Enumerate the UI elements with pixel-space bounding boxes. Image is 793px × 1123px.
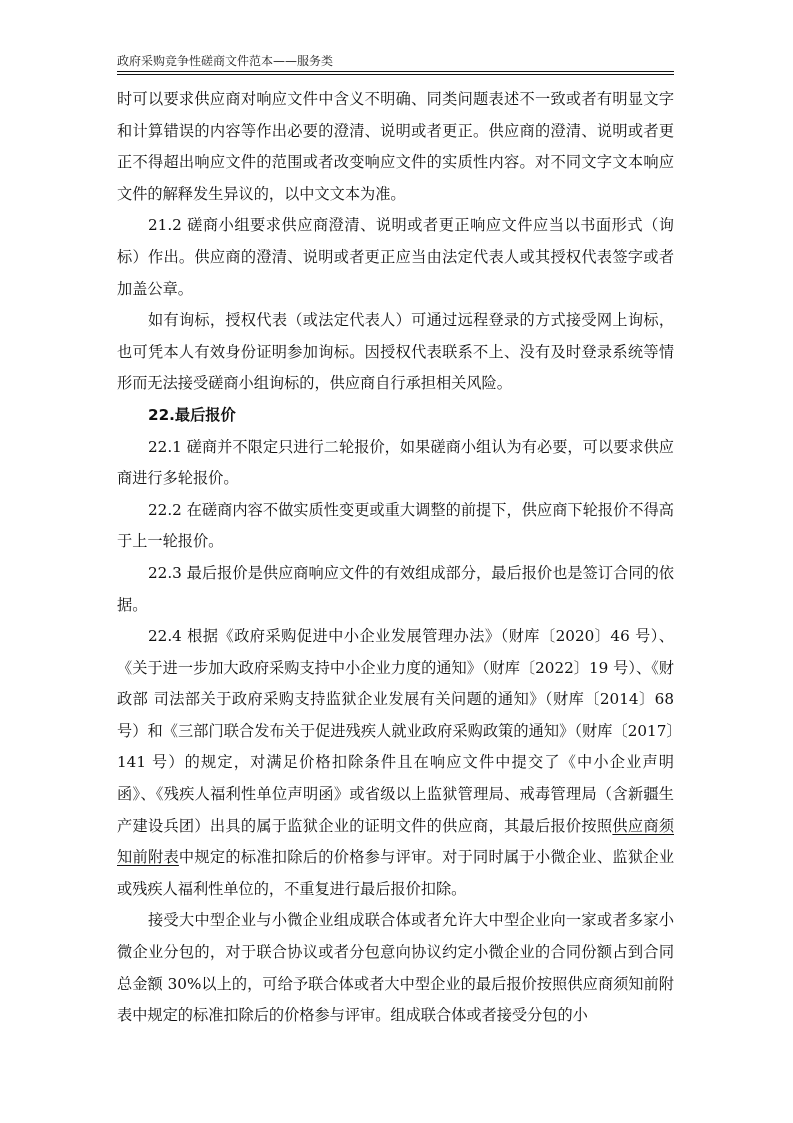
section-heading-22: 22.最后报价 [148,405,236,424]
paragraph-22-4-text-b: 中规定的标准扣除后的价格参与评审。对于同时属于小微企业、监狱企业或残疾人福利性单位的，不重复进行最后报价扣除。 [117,848,675,898]
paragraph-inquiry: 如有询标，授权代表（或法定代表人）可通过远程登录的方式接受网上询标，也可凭本人有效身份证明参加询标。因授权代表联系不上、没有及时登录系统等情形而无法接受磋商小组询标的，供应商自行承担相关风险。 [117,311,674,393]
header-rule-thick [117,71,674,72]
appendix-reference-link[interactable]: 供应商须知前附表 [117,816,675,867]
paragraph-consortium: 接受大中型企业与小微企业组成联合体或者允许大中型企业向一家或者多家小微企业分包的，对于联合协议或者分包意向协议约定小微企业的合同份额占到合同总金额 30%以上的，可给予联合体或者大中型企业的最后报价按照供应商须知前附表中规定的标准扣除后的价格参与评审。组成联合体或者接受分包的小 [117,911,674,1025]
paragraph-22-3: 22.3 最后报价是供应商响应文件的有效组成部分，最后报价也是签订合同的依据。 [117,563,674,614]
paragraph-22-4 [117,621,674,905]
paragraph-22-2: 22.2 在磋商内容不做实质性变更或重大调整的前提下，供应商下轮报价不得高于上一轮报价。 [117,500,674,551]
page-body [117,84,674,1032]
paragraph-22-1: 22.1 磋商并不限定只进行二轮报价，如果磋商小组认为有必要，可以要求供应商进行多轮报价。 [117,437,674,488]
paragraph-21-2: 21.2 磋商小组要求供应商澄清、说明或者更正响应文件应当以书面形式（询标）作出。供应商的澄清、说明或者更正应当由法定代表人或其授权代表签字或者加盖公章。 [117,216,674,298]
paragraph-continuation: 时可以要求供应商对响应文件中含义不明确、同类问题表述不一致或者有明显文字和计算错误的内容等作出必要的澄清、说明或者更正。供应商的澄清、说明或者更正不得超出响应文件的范围或者改变响应文件的实质性内容。对不同文字文本响应文件的解释发生异议的，以中文文本为准。 [117,90,674,203]
header-rule-thin [117,74,674,75]
paragraph-22-4-text-a: 22.4 根据《政府采购促进中小企业发展管理办法》（财库〔2020〕46 号）、《关于进一步加大政府采购支持中小企业力度的通知》（财库〔2022〕19 号）、《财政部 司法部关于政府采购支持监狱企业发展有关问题的通知》（财库〔2014〕68 号）和《三部门联合发布关于促进残疾人就业政府采购政策的通知》（财库〔2017〕141 号）的规定，对满足价格扣除条件且在响应文件中提交了《中小企业声明函》、《残疾人福利性单位声明函》或省级以上监狱管理局、戒毒管理局（含新疆生产建设兵团）出具的属于监狱企业的证明文件的供应商，其最后报价按照 [117,627,674,835]
running-header: 政府采购竞争性磋商文件范本——服务类 [117,54,334,68]
